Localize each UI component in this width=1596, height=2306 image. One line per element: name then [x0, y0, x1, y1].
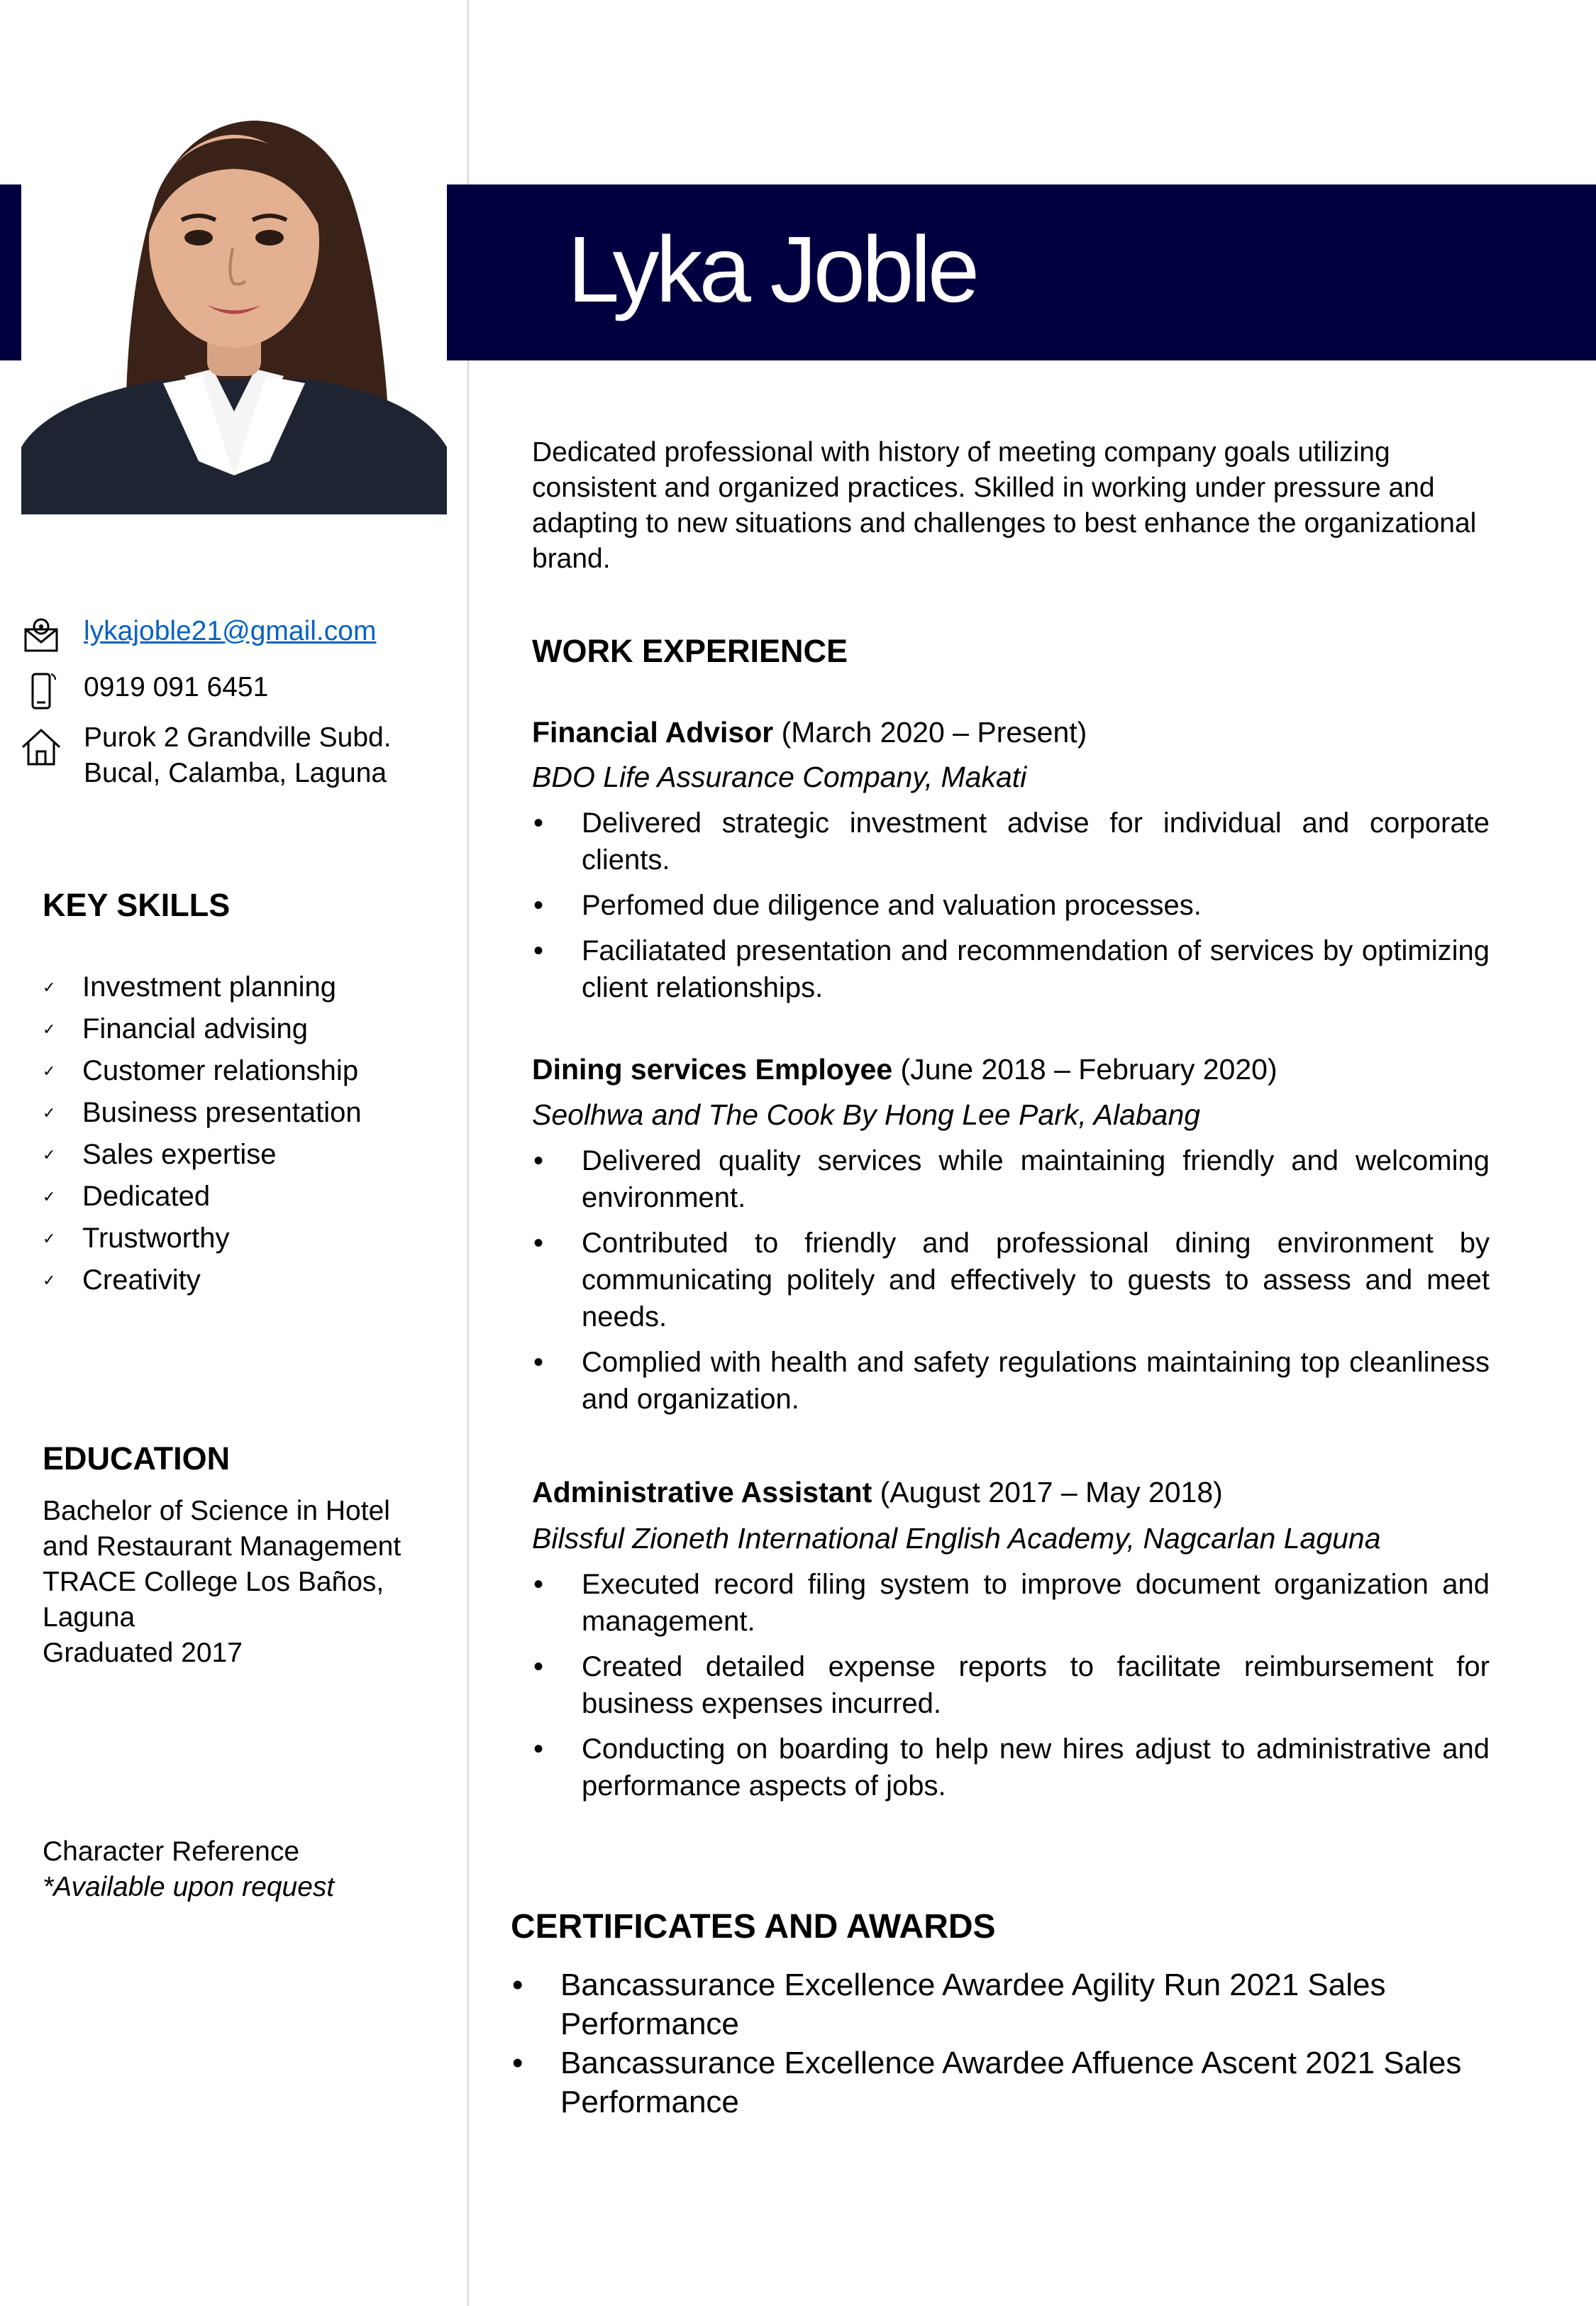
header-band-left: [0, 184, 21, 360]
address-line-1: Purok 2 Grandville Subd.: [84, 722, 392, 753]
list-item: ✓ Sales expertise: [43, 1134, 362, 1176]
education-line: TRACE College Los Baños,: [43, 1567, 384, 1597]
list-item: • Faciliatated presentation and recommendation of services by optimizing client relationships.: [532, 932, 1490, 1006]
list-item: • Delivered quality services while maintaining friendly and welcoming environment.: [532, 1142, 1490, 1216]
job-company: Seolhwa and The Cook By Hong Lee Park, Alabang: [532, 1098, 1201, 1131]
skills-list: [43, 966, 362, 1301]
checkmark-icon: ✓: [43, 978, 56, 996]
education-heading: EDUCATION: [43, 1440, 231, 1477]
education-line: and Restaurant Management: [43, 1531, 401, 1562]
reference-label: Character Reference: [43, 1836, 300, 1867]
list-item: ✓ Trustworthy: [43, 1218, 362, 1259]
work-experience-heading: WORK EXPERIENCE: [532, 633, 848, 669]
certificates-heading: CERTIFICATES AND AWARDS: [511, 1908, 996, 1946]
phone-icon: [20, 670, 62, 712]
checkmark-icon: ✓: [43, 1188, 56, 1206]
phone-number: 0919 091 6451: [84, 672, 269, 702]
list-item: • Bancassurance Excellence Awardee Affuence Ascent 2021 Sales Performance: [511, 2043, 1518, 2122]
home-icon: [20, 726, 62, 768]
job-company: BDO Life Assurance Company, Makati: [532, 761, 1027, 793]
checkmark-icon: ✓: [43, 1020, 56, 1038]
list-item: • Created detailed expense reports to facilitate reimbursement for business expenses incurred.: [532, 1648, 1490, 1722]
list-item: ✓ Dedicated: [43, 1176, 362, 1218]
list-item: ✓ Business presentation: [43, 1092, 362, 1134]
character-reference: [43, 1834, 447, 1905]
job-bullets: [532, 1142, 1490, 1426]
list-item: • Complied with health and safety regulations maintaining top cleanliness and organization.: [532, 1344, 1490, 1418]
list-item: • Perfomed due diligence and valuation processes.: [532, 887, 1490, 924]
address-line-2: Bucal, Calamba, Laguna: [84, 758, 387, 788]
job-company: Bilssful Zioneth International English Academy, Nagcarlan Laguna: [532, 1522, 1381, 1555]
job-title: Administrative Assistant (August 2017 – May 2018): [532, 1476, 1223, 1508]
candidate-name: Lyka Joble: [567, 217, 977, 321]
contact-address-row: [20, 720, 445, 798]
mail-icon: [20, 614, 62, 656]
list-item: ✓ Financial advising: [43, 1008, 362, 1050]
list-item: ✓ Investment planning: [43, 966, 362, 1008]
list-item: • Conducting on boarding to help new hires adjust to administrative and performance aspects of jobs.: [532, 1731, 1490, 1804]
job-bullets: [532, 1566, 1490, 1813]
key-skills-heading: KEY SKILLS: [43, 887, 231, 923]
certificates-list: [511, 1965, 1518, 2122]
profile-summary: Dedicated professional with history of meeting company goals utilizing consistent and organized practices. Skilled in working under pressure and adapting to new situations and challenges to best enhance the organizational brand.: [532, 437, 1477, 574]
list-item: ✓ Customer relationship: [43, 1050, 362, 1092]
list-item: • Delivered strategic investment advise for individual and corporate clients.: [532, 805, 1490, 878]
education-line: Bachelor of Science in Hotel: [43, 1496, 390, 1526]
checkmark-icon: ✓: [43, 1271, 56, 1289]
checkmark-icon: ✓: [43, 1104, 56, 1122]
job-bullets: [532, 805, 1490, 1015]
email-link[interactable]: lykajoble21@gmail.com: [84, 616, 377, 646]
education-line: Laguna: [43, 1602, 135, 1633]
checkmark-icon: ✓: [43, 1230, 56, 1247]
education-line: Graduated 2017: [43, 1638, 243, 1668]
reference-note: *Available upon request: [43, 1872, 335, 1902]
list-item: • Bancassurance Excellence Awardee Agility Run 2021 Sales Performance: [511, 1965, 1518, 2043]
checkmark-icon: ✓: [43, 1146, 56, 1164]
list-item: • Executed record filing system to improve document organization and management.: [532, 1566, 1490, 1640]
education-details: [43, 1494, 447, 1671]
profile-photo: [21, 78, 447, 514]
checkmark-icon: ✓: [43, 1062, 56, 1080]
list-item: ✓ Creativity: [43, 1259, 362, 1301]
job-title: Dining services Employee (June 2018 – February 2020): [532, 1053, 1278, 1086]
job-title: Financial Advisor (March 2020 – Present): [532, 716, 1087, 749]
list-item: • Contributed to friendly and professional dining environment by communicating politely and effectively to guests to assess and meet needs.: [532, 1225, 1490, 1335]
